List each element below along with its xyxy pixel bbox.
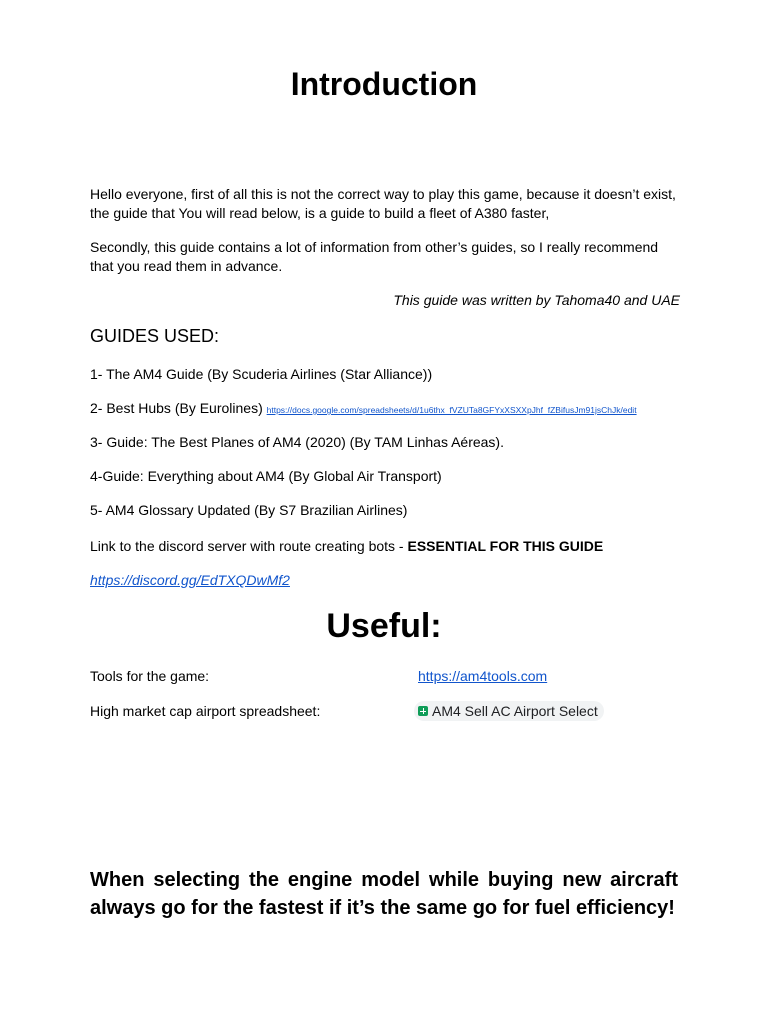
spreadsheet-chip-label: AM4 Sell AC Airport Select xyxy=(432,703,598,719)
am4tools-link[interactable]: https://am4tools.com xyxy=(418,668,548,684)
discord-essential-note: ESSENTIAL FOR THIS GUIDE xyxy=(407,538,604,554)
intro-paragraph-2: Secondly, this guide contains a lot of information from other’s guides, so I really recommend that you read them in advance. xyxy=(90,239,659,274)
guide-item-5: 5- AM4 Glossary Updated (By S7 Brazilian Airlines) xyxy=(90,502,408,518)
best-hubs-link[interactable]: https://docs.google.com/spreadsheets/d/1u6thx_fVZUTa8GFYxXSXXpJhf_fZBifusJm91jsChJk/edit xyxy=(266,405,637,415)
spreadsheet-chip[interactable] xyxy=(414,701,604,721)
am4tools-link-wrap xyxy=(418,667,547,686)
spreadsheet-label: High market cap airport spreadsheet: xyxy=(90,703,321,719)
author-credit: This guide was written by Tahoma40 and UAE xyxy=(393,292,680,308)
useful-title: Useful: xyxy=(326,607,442,645)
intro-paragraph-1: Hello everyone, first of all this is not the correct way to play this game, because it doesn’t exist, the guide that You will read below, is a guide to build a fleet of A380 faster, xyxy=(90,186,676,221)
discord-text: Link to the discord server with route creating bots - xyxy=(90,538,408,554)
guide-item-2-text: 2- Best Hubs (By Eurolines) xyxy=(90,400,263,416)
introduction-title: Introduction xyxy=(290,66,478,102)
engine-selection-note: When selecting the engine model while buying new aircraft always go for the fastest if it’s the same go for fuel efficiency! xyxy=(90,869,678,919)
guide-item-2 xyxy=(90,399,680,420)
guide-item-3: 3- Guide: The Best Planes of AM4 (2020) (By TAM Linhas Aéreas). xyxy=(90,434,504,450)
discord-line xyxy=(90,537,680,556)
discord-link[interactable]: https://discord.gg/EdTXQDwMf2 xyxy=(90,572,290,588)
tools-label: Tools for the game: xyxy=(90,668,210,684)
guide-item-1: 1- The AM4 Guide (By Scuderia Airlines (Star Alliance)) xyxy=(90,366,433,382)
discord-link-line xyxy=(90,571,680,590)
guide-item-4: 4-Guide: Everything about AM4 (By Global Air Transport) xyxy=(90,468,442,484)
google-sheets-icon xyxy=(418,706,428,716)
guides-heading: GUIDES USED: xyxy=(90,326,220,346)
